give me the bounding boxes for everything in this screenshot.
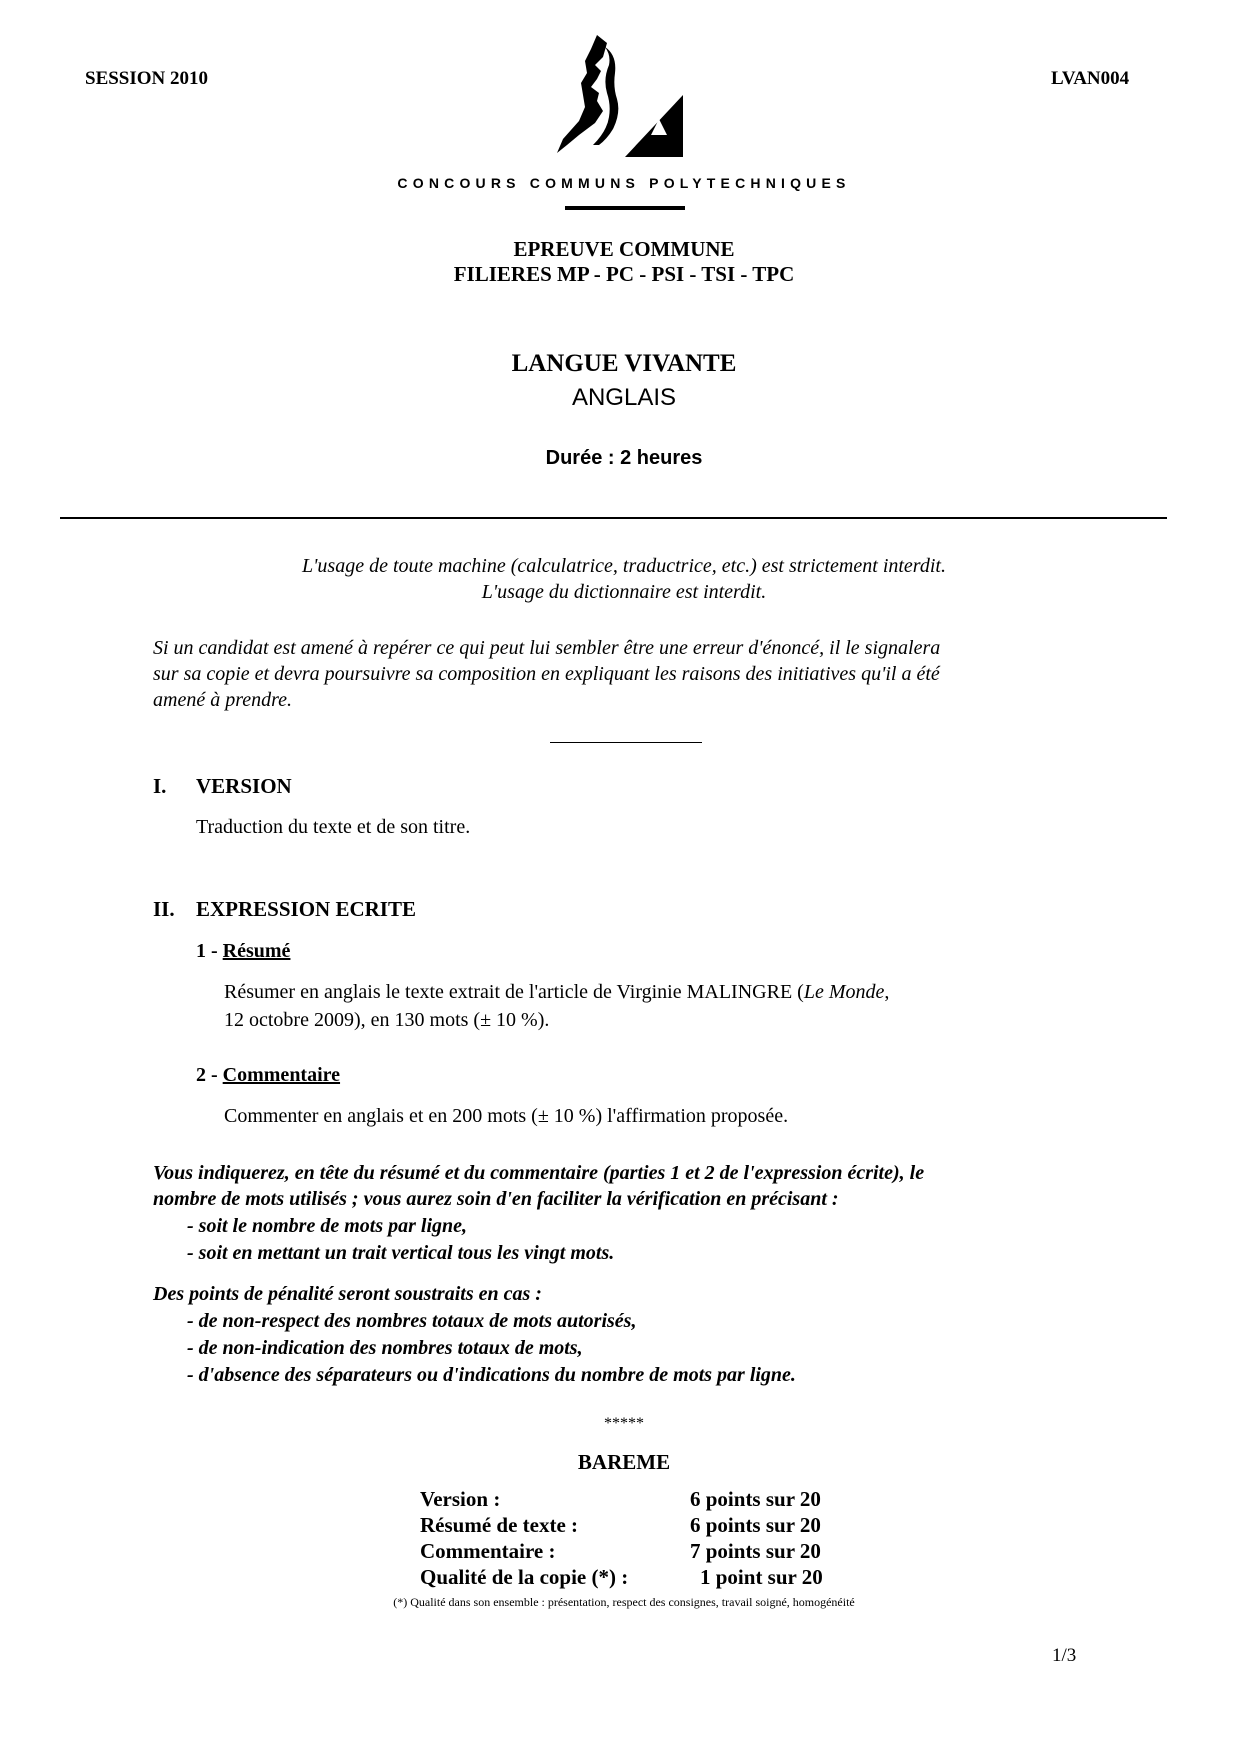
bareme-row xyxy=(0,1565,1248,1591)
epreuve-line1: EPREUVE COMMUNE xyxy=(513,237,735,261)
instruction-line: nombre de mots utilisés ; vous aurez soin d'en faciliter la vérification en précisant : xyxy=(153,1188,839,1210)
rule-paragraph-line: Si un candidat est amené à repérer ce qui peut lui sembler être une erreur d'énoncé, il le signalera xyxy=(153,637,941,659)
bareme-label: Commentaire : xyxy=(420,1539,556,1563)
bareme-label: Résumé de texte : xyxy=(420,1513,579,1537)
logo-text: CONCOURS COMMUNS POLYTECHNIQUES xyxy=(397,175,851,191)
subject-subtitle: ANGLAIS xyxy=(571,384,677,411)
bareme-value: 1 point sur 20 xyxy=(700,1565,823,1589)
instruction-bullet: - soit le nombre de mots par ligne, xyxy=(187,1215,467,1237)
penalty-bullet: - de non-respect des nombres totaux de mots autorisés, xyxy=(187,1310,637,1332)
bareme-label: Version : xyxy=(420,1487,501,1511)
resume-heading: 1 - Résumé xyxy=(196,940,291,962)
ccp-profile-logo-icon xyxy=(555,35,690,165)
bareme-row xyxy=(0,1539,1248,1565)
bareme-value: 6 points sur 20 xyxy=(690,1513,821,1537)
bareme-value: 6 points sur 20 xyxy=(690,1487,821,1511)
rule-machine: L'usage de toute machine (calculatrice, traductrice, etc.) est strictement interdit. xyxy=(302,555,946,577)
section2-title: EXPRESSION ECRITE xyxy=(196,897,416,921)
bareme-label: Qualité de la copie (*) : xyxy=(420,1565,629,1589)
page-number: 1/3 xyxy=(1052,1645,1077,1666)
bareme-row xyxy=(0,1487,1248,1513)
instruction-bullet: - soit en mettant un trait vertical tous les vingt mots. xyxy=(187,1242,615,1264)
session-label: SESSION 2010 xyxy=(85,68,209,89)
penalty-bullet: - de non-indication des nombres totaux de mots, xyxy=(187,1337,583,1359)
exam-code: LVAN004 xyxy=(1051,68,1130,89)
bareme-footnote: (*) Qualité dans son ensemble : présentation, respect des consignes, travail soigné, homogénéité xyxy=(393,1595,855,1609)
section1-title: VERSION xyxy=(196,774,292,798)
resume-instruction-line1: Résumer en anglais le texte extrait de l'article de Virginie MALINGRE (Le Monde, xyxy=(224,981,890,1003)
duration: Durée : 2 heures xyxy=(545,447,703,469)
commentaire-instruction: Commenter en anglais et en 200 mots (± 10 %) l'affirmation proposée. xyxy=(224,1105,789,1127)
rule-dictionary: L'usage du dictionnaire est interdit. xyxy=(481,581,767,603)
rule-paragraph-line: amené à prendre. xyxy=(153,689,293,711)
subject-title: LANGUE VIVANTE xyxy=(511,350,737,377)
commentaire-heading: 2 - Commentaire xyxy=(196,1064,341,1086)
bareme-value: 7 points sur 20 xyxy=(690,1539,821,1563)
bareme-title: BAREME xyxy=(577,1450,671,1474)
logo-underline xyxy=(565,206,685,210)
section2-number: II. xyxy=(153,897,175,921)
penalties-intro: Des points de pénalité seront soustraits en cas : xyxy=(153,1283,542,1305)
section1-number: I. xyxy=(153,774,167,798)
resume-instruction-line2: 12 octobre 2009), en 130 mots (± 10 %). xyxy=(224,1009,550,1031)
epreuve-line2: FILIERES MP - PC - PSI - TSI - TPC xyxy=(453,262,795,286)
section1-text: Traduction du texte et de son titre. xyxy=(196,816,471,838)
header-divider xyxy=(60,517,1167,519)
rule-paragraph-line: sur sa copie et devra poursuivre sa composition en expliquant les raisons des initiatives qu'il a été xyxy=(153,663,940,685)
separator-stars: ***** xyxy=(604,1415,644,1432)
bareme-row xyxy=(0,1513,1248,1539)
short-divider xyxy=(550,742,702,743)
instruction-line: Vous indiquerez, en tête du résumé et du commentaire (parties 1 et 2 de l'expression écrite), le xyxy=(153,1162,925,1184)
penalty-bullet: - d'absence des séparateurs ou d'indications du nombre de mots par ligne. xyxy=(187,1364,796,1386)
